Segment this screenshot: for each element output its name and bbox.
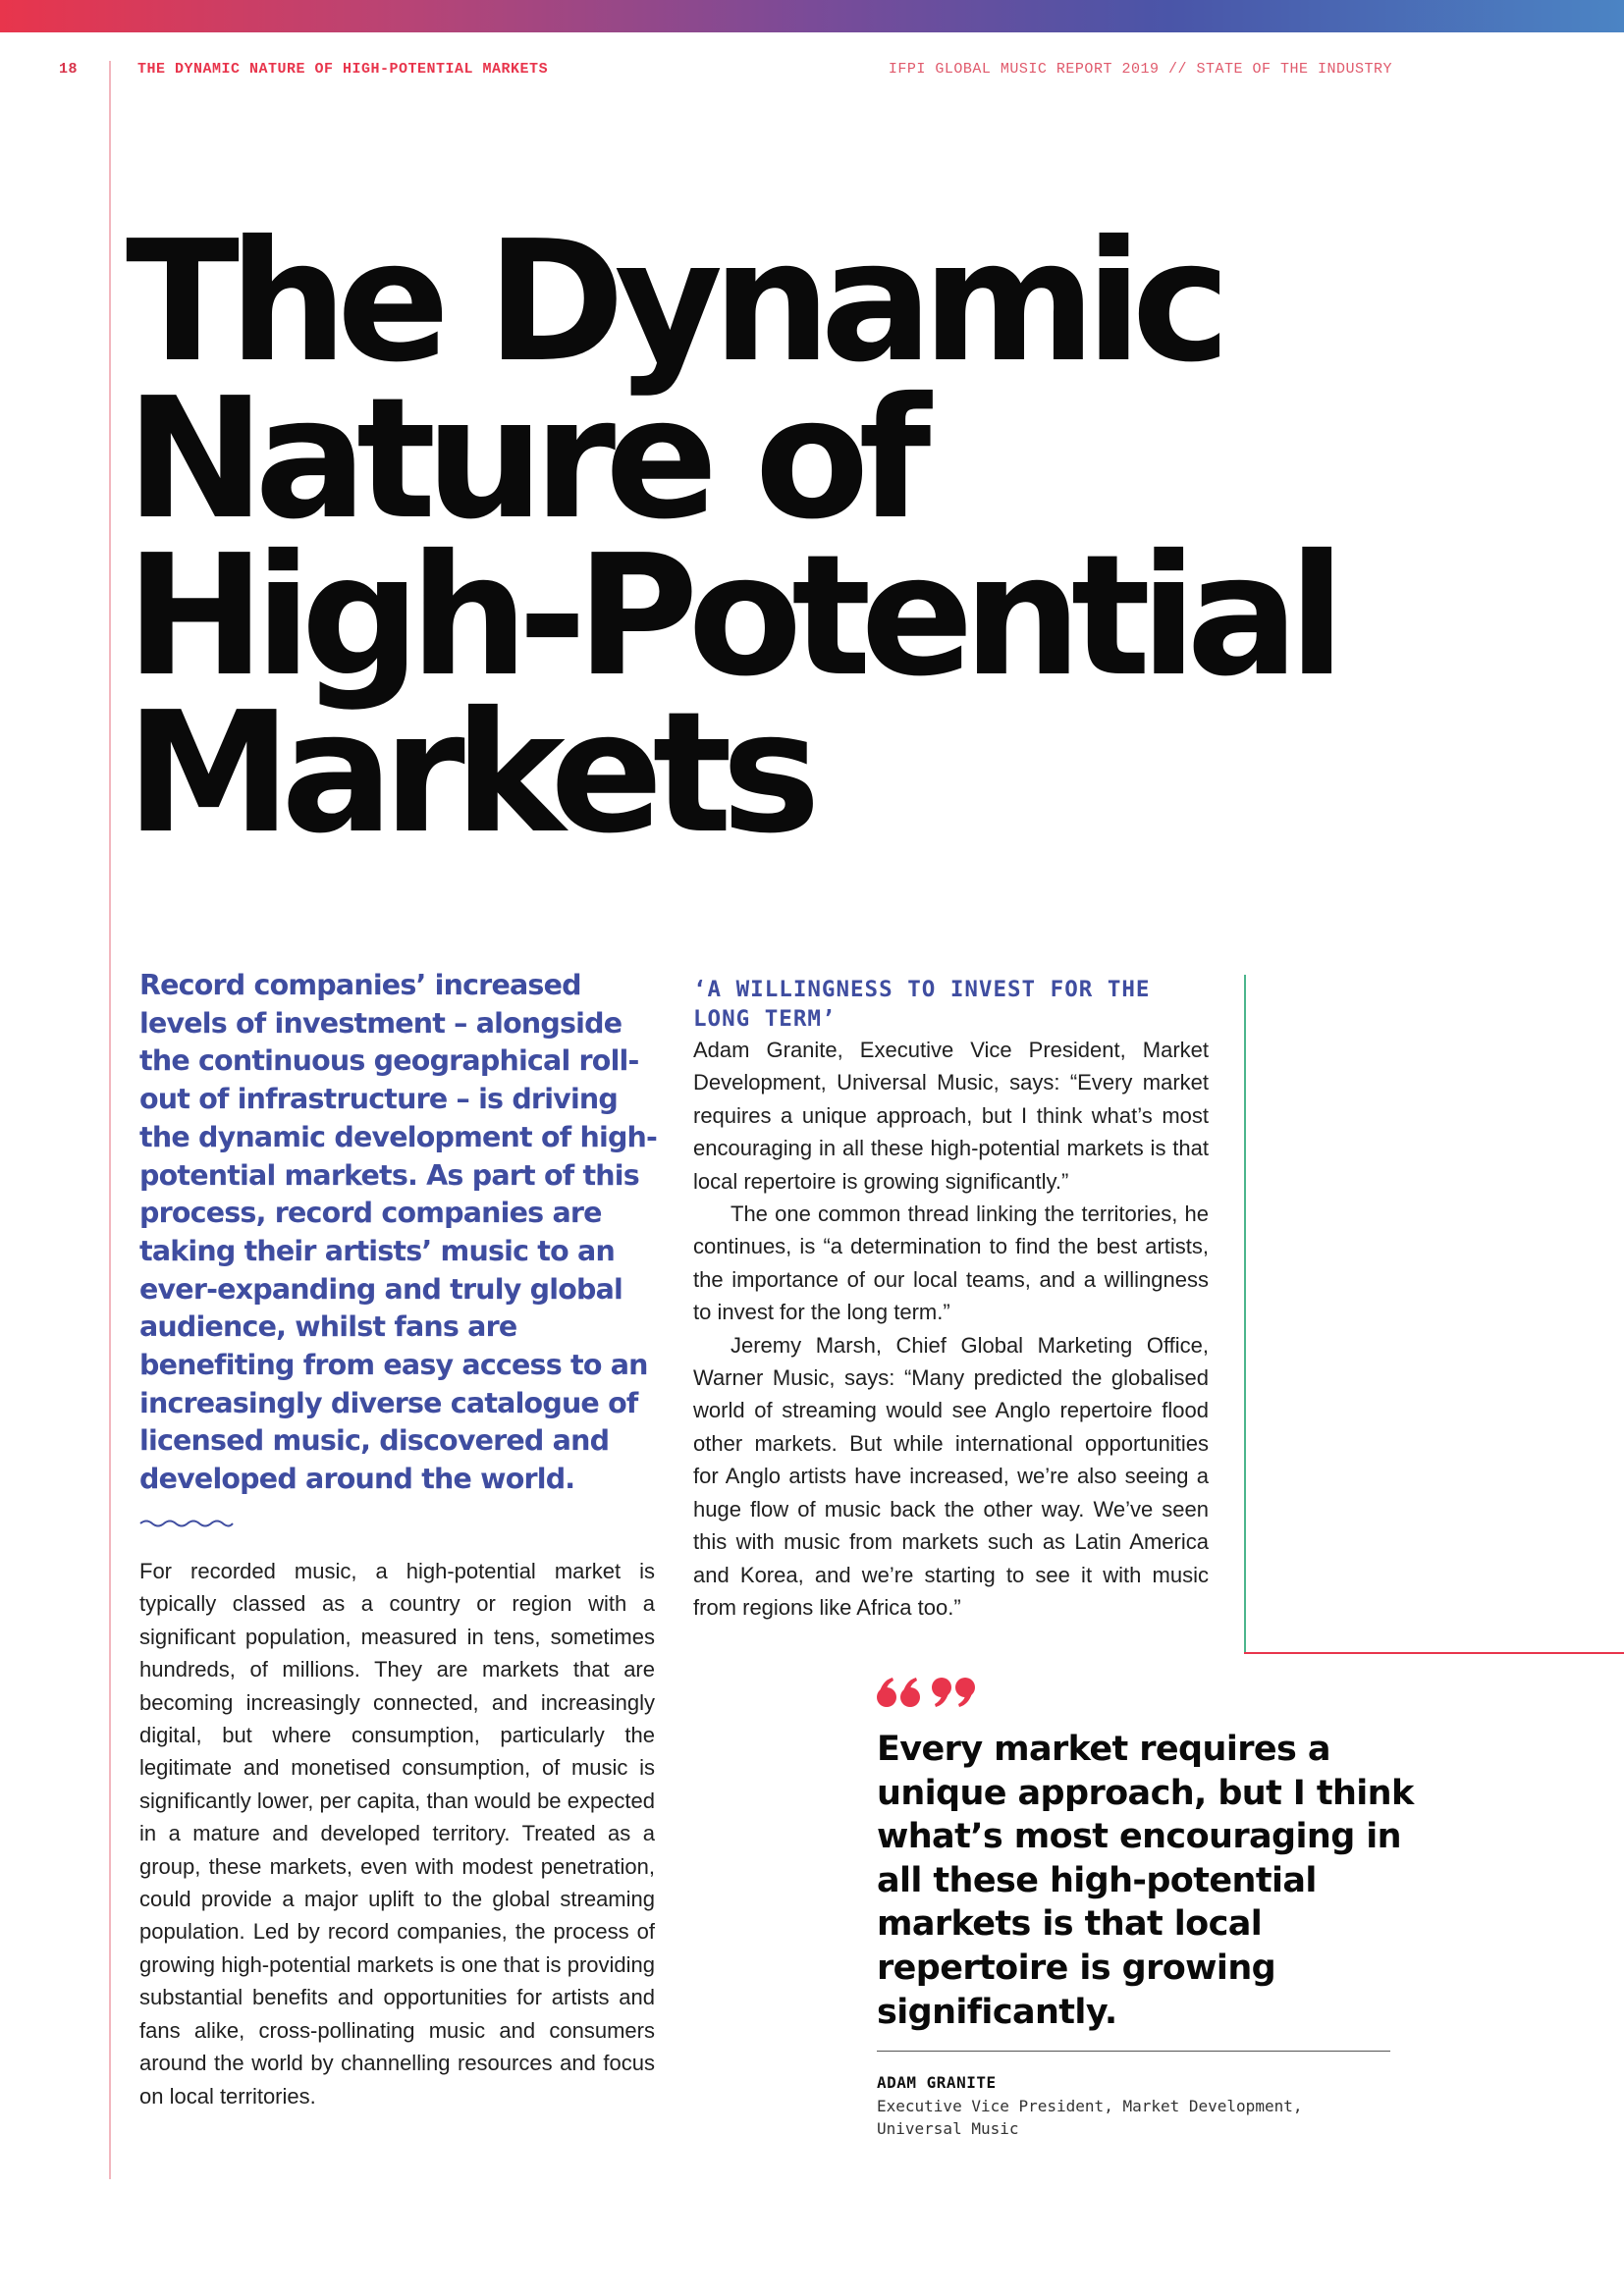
green-vertical-rule xyxy=(1244,975,1246,1652)
top-gradient-bar xyxy=(0,0,1624,32)
page-number: 18 xyxy=(59,61,79,78)
wave-divider-icon xyxy=(139,1518,234,1529)
section-subhead: ‘A WILLINGNESS TO INVEST FOR THE LONG TERM’ xyxy=(693,977,1151,1032)
headline-line: High-Potential xyxy=(126,519,1335,714)
red-horizontal-rule xyxy=(1244,1652,1624,1654)
quote-attribution-name: ADAM GRANITE xyxy=(877,2073,997,2092)
report-title: IFPI GLOBAL MUSIC REPORT 2019 // STATE OF THE INDUSTRY xyxy=(888,61,1392,78)
headline-line: Markets xyxy=(126,676,810,871)
section-title: THE DYNAMIC NATURE OF HIGH-POTENTIAL MARKETS xyxy=(137,61,549,78)
quote-divider xyxy=(877,2051,1390,2052)
body-paragraph: Adam Granite, Executive Vice President, Market Development, Universal Music, says: “Every market requires a unique approach, but I think what’s most encouraging in all these high-potential markets is that local repertoire is growing significantly.” xyxy=(693,1038,1209,1194)
headline-line: Nature of xyxy=(126,362,921,557)
headline-line: The Dynamic xyxy=(126,205,1220,400)
quote-attribution-role: Executive Vice President, Market Development, Universal Music xyxy=(877,2097,1303,2138)
body-paragraph: Jeremy Marsh, Chief Global Marketing Office, Warner Music, says: “Many predicted the globalised world of streaming would see Anglo repertoire flood other markets. But while international opportunities for Anglo artists have increased, we’re also seeing a huge flow of music back the other way. We’ve seen this with music from markets such as Latin America and Korea, and we’re starting to see it with music from regions like Africa too.” xyxy=(693,1332,1209,1620)
body-paragraph: For recorded music, a high-potential market is typically classed as a country or region with a significant population, measured in tens, sometimes hundreds, of millions. They are markets that are becoming increasingly connected, and increasingly digital, but where consumption, particularly the legitimate and monetised consumption, of music is significantly lower, per capita, than would be expected in a mature and developed territory. Treated as a group, these markets, even with modest penetration, could provide a major uplift to the global streaming population. Led by record companies, the process of growing high-potential markets is one that is providing substantial benefits and opportunities for artists and fans alike, cross-pollinating music and consumers around the world by channelling resources and focus on local territories. xyxy=(139,1559,655,2109)
quotation-marks-icon xyxy=(876,1677,980,1708)
page-headline xyxy=(126,205,1335,871)
pull-quote: Every market requires a unique approach, but I think what’s most encouraging in all these high-potential markets is that local repertoire is growing significantly. xyxy=(877,1730,1414,2032)
lead-paragraph: Record companies’ increased levels of investment – alongside the continuous geographical roll-out of infrastructure – is driving the dynamic development of high-potential markets. As part of this process, record companies are taking their artists’ music to an ever-expanding and truly global audience, whilst fans are benefiting from easy access to an increasingly diverse catalogue of licensed music, discovered and developed around the world. xyxy=(139,969,658,1496)
body-paragraph: The one common thread linking the territories, he continues, is “a determination to find the best artists, the importance of our local teams, and a willingness to invest for the long term.” xyxy=(693,1201,1209,1325)
left-margin-rule xyxy=(109,61,111,2179)
right-column xyxy=(693,975,1209,1624)
